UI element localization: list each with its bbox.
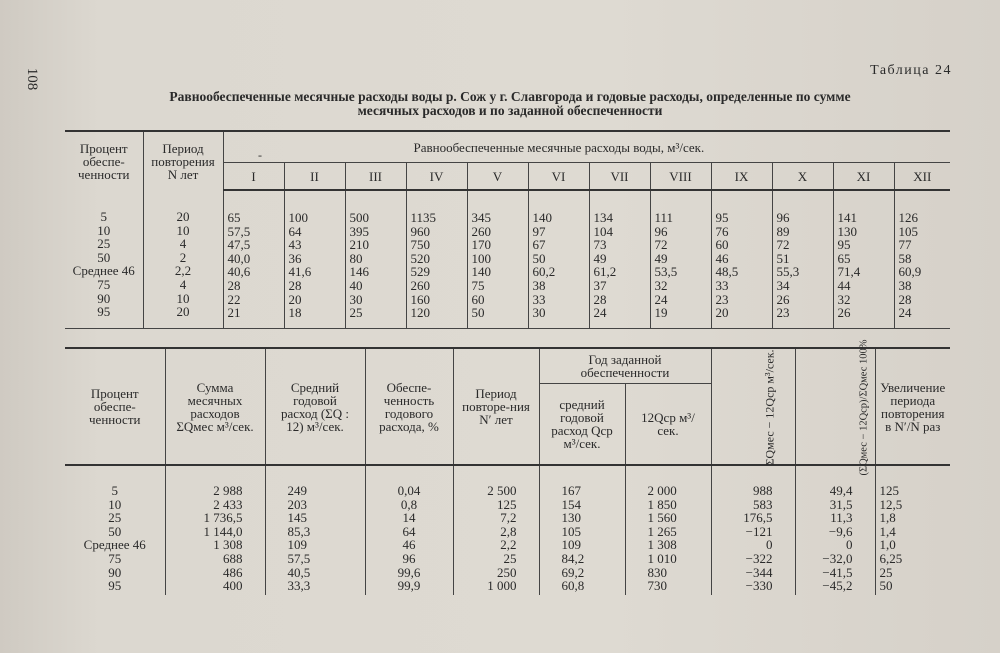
table-cell-value: 60,8 [561, 578, 585, 594]
table-cell-value: 1 010 [647, 550, 677, 566]
table-cell-value: 1,0 [879, 537, 896, 553]
table-cell-value: 97 [532, 223, 546, 239]
table-cell-value: 95 [97, 304, 111, 320]
table-cell-value: 38 [532, 277, 546, 293]
table-cell-value: 10 [176, 222, 190, 238]
table-cell-value: 84,2 [561, 550, 585, 566]
table-cell-value: 5 [111, 483, 118, 498]
table-cell-value: 400 [223, 578, 243, 594]
table-cell-value: 60,2 [532, 264, 556, 280]
table-cell-value: 55,3 [776, 264, 800, 280]
table-cell-value: 96 [402, 550, 416, 566]
table-cell-value: 203 [287, 496, 307, 512]
table-cell-value: 67 [532, 237, 546, 253]
table-cell-value: 25 [503, 550, 517, 566]
table-cell-value: 49,4 [829, 483, 853, 498]
table-cell-value: 20 [715, 305, 729, 321]
month-header: IV [406, 163, 467, 191]
table-cell-value: 20 [176, 209, 190, 224]
table-cell-value: 140 [471, 264, 491, 280]
table-cell-value: Среднее 46 [83, 537, 146, 553]
table-cell-value: 47,5 [227, 237, 251, 253]
table-cell-value: 25 [108, 510, 122, 526]
table-cell-value: 520 [410, 250, 430, 266]
table-cell-value: 71,4 [837, 264, 861, 280]
header-given-year-group: Год заданной обеспеченности [539, 348, 711, 384]
header-percent: Процент обеспе-ченности [65, 348, 165, 465]
month-column [711, 190, 772, 328]
table-cell-value: 1 736,5 [203, 510, 243, 526]
table-cell-value: 50 [108, 523, 122, 539]
table-cell-value: 125 [497, 496, 517, 512]
table-cell-value: 249 [287, 483, 307, 498]
table-cell-value: 73 [593, 237, 607, 253]
table-cell-value: 61,2 [593, 264, 617, 280]
header-monthly-group: Равнообеспеченные месячные расходы воды, м³/сек. [223, 131, 950, 163]
table-cell-value: 60 [471, 291, 485, 307]
table-label: Таблица 24 [870, 63, 952, 78]
table-cell-value: 49 [654, 250, 668, 266]
table-cell-value: 0,04 [397, 483, 421, 498]
month-header: V [467, 163, 528, 191]
month-header: XII [894, 163, 950, 191]
table-cell-value: 89 [776, 223, 790, 239]
table-cell-value: 130 [837, 223, 857, 239]
table-cell-value: 65 [227, 210, 241, 225]
table-cell-value: 109 [287, 537, 307, 553]
table-cell-value: 750 [410, 237, 430, 253]
table-cell-value: 46 [715, 250, 729, 266]
table-cell-value: 130 [561, 510, 581, 526]
table-cell-value: 28 [593, 291, 607, 307]
table-cell-value: 31,5 [829, 496, 853, 512]
table-cell-value: 30 [532, 305, 546, 321]
table-cell-value: 96 [654, 223, 668, 239]
table-cell-value: 145 [287, 510, 307, 526]
table-cell-value: 12,5 [879, 496, 903, 512]
difference-column [711, 465, 795, 595]
table-cell-value: 40,0 [227, 250, 251, 266]
table-cell-value: 26 [776, 291, 790, 307]
table-cell-value: 34 [776, 277, 790, 293]
table-cell-value: 2 500 [487, 483, 517, 498]
table-cell-value: 43 [288, 237, 302, 253]
table-cell-value: 960 [410, 223, 430, 239]
table-cell-value: 95 [108, 578, 122, 594]
table-cell-value: 2 000 [647, 483, 677, 498]
table-cell-value: 51 [776, 250, 790, 266]
table-title: Равнообеспеченные месячные расходы воды р. Сож у г. Славгорода и годовые расходы, определенные по сумме месячных расходов и по заданной обеспеченности [169, 89, 851, 118]
table-cell-value: 2 988 [213, 483, 243, 498]
table-cell-value: 100 [471, 250, 491, 266]
month-column [406, 190, 467, 328]
probability-column [365, 465, 453, 595]
table-cell-value: −330 [745, 578, 773, 594]
table-cell-value: 1 308 [213, 537, 243, 553]
table-cell-value: 69,2 [561, 564, 585, 580]
table-cell-value: 50 [879, 578, 893, 594]
table-cell-value: −121 [745, 523, 773, 539]
table-cell-value: 36 [288, 250, 302, 266]
table-cell-value: 44 [837, 277, 851, 293]
table-cell-value: 6,25 [879, 550, 903, 566]
table-cell-value: 988 [753, 483, 773, 498]
table-cell-value: 11,3 [830, 510, 853, 526]
table-cell-value: 49 [593, 250, 607, 266]
table-cell-value: 53,5 [654, 264, 678, 280]
table-cell-value: 28 [288, 277, 302, 293]
difference-percent-column [795, 465, 875, 595]
percent-column [65, 465, 165, 595]
table-cell-value: 77 [898, 237, 912, 253]
table-cell-value: 25 [349, 305, 363, 321]
header-period-increase: Увеличение периода повторения в N′/N раз [875, 348, 950, 465]
table-cell-value: 99,9 [397, 578, 421, 594]
header-difference: ΣQмес − 12Qср м³/сек. [711, 348, 795, 465]
table-cell-value: 95 [715, 210, 729, 225]
table-cell-value: 19 [654, 305, 668, 321]
month-header: VI [528, 163, 589, 191]
table-cell-value: 75 [471, 277, 485, 293]
table-cell-value: −41,5 [822, 564, 853, 580]
table-cell-value: 57,5 [227, 223, 251, 239]
table-cell-value: 32 [837, 291, 851, 307]
table-cell-value: 60,9 [898, 264, 922, 280]
table-cell-value: 1 560 [647, 510, 677, 526]
table-cell-value: 1 000 [487, 578, 517, 594]
table-cell-value: 46 [402, 537, 416, 553]
table-cell-value: 28 [227, 277, 241, 293]
table-cell-value: 50 [97, 249, 111, 265]
month-column [528, 190, 589, 328]
header-period: Период повторе-ния N′ лет [453, 348, 539, 465]
table-cell-value: 250 [497, 564, 517, 580]
monthly-discharge-table [65, 130, 950, 329]
table-cell-value: 1 144,0 [203, 523, 243, 539]
month-header: VIII [650, 163, 711, 191]
table-cell-value: 486 [223, 564, 243, 580]
mean-column [265, 465, 365, 595]
table-cell-value: 64 [402, 523, 416, 539]
table-cell-value: −32,0 [822, 550, 853, 566]
table-cell-value: Среднее 46 [72, 263, 135, 279]
table-cell-value: 1 265 [647, 523, 677, 539]
table-cell-value: 33,3 [287, 578, 311, 594]
month-column [650, 190, 711, 328]
table-cell-value: 65 [837, 250, 851, 266]
table-cell-value: 85,3 [287, 523, 311, 539]
table-cell-value: 395 [349, 223, 369, 239]
period-column [143, 190, 223, 328]
table-cell-value: 20 [176, 304, 190, 320]
table-cell-value: 23 [715, 291, 729, 307]
table-cell-value: 60 [715, 237, 729, 253]
table-cell-value: 72 [776, 237, 790, 253]
table-cell-value: 125 [879, 483, 899, 498]
table-cell-value: 345 [471, 210, 491, 225]
table-cell-value: 529 [410, 264, 430, 280]
table-cell-value: 100 [288, 210, 308, 225]
table-cell-value: 146 [349, 264, 369, 280]
period-column [453, 465, 539, 595]
table-cell-value: −322 [745, 550, 773, 566]
table-cell-value: 120 [410, 305, 430, 321]
table-cell-value: 26 [837, 305, 851, 321]
header-percent: Процент обеспе-ченности [65, 131, 143, 190]
table-cell-value: 5 [100, 209, 107, 224]
table-cell-value: 4 [179, 236, 187, 252]
qcp-column [539, 465, 625, 595]
table-cell-value: 176,5 [743, 510, 773, 526]
table-cell-value: 10 [97, 222, 111, 238]
table-cell-value: 104 [593, 223, 613, 239]
table-cell-value: 105 [898, 223, 918, 239]
table-cell-value: 140 [532, 210, 552, 225]
table-cell-value: 1 850 [647, 496, 677, 512]
table-cell-value: 96 [776, 210, 790, 225]
table-cell-value: 30 [349, 291, 363, 307]
table-cell-value: 2,8 [500, 523, 517, 539]
month-header: II [284, 163, 345, 191]
table-cell-value: 33 [532, 291, 546, 307]
table-cell-value: 41,6 [288, 264, 312, 280]
month-column [894, 190, 950, 328]
header-difference-percent: (ΣQмес − 12Qср)/ΣQмес 100% [795, 348, 875, 465]
month-header: VII [589, 163, 650, 191]
table-cell-value: 583 [753, 496, 773, 512]
month-header: XI [833, 163, 894, 191]
header-probability: Обеспе-ченность годового расхода, % [365, 348, 453, 465]
table-cell-value: −9,6 [828, 523, 853, 539]
header-qcp: средний годовой расход Qср м³/сек. [539, 384, 625, 466]
month-column [467, 190, 528, 328]
table-cell-value: 24 [593, 305, 607, 321]
table-cell-value: −344 [745, 564, 773, 580]
table-cell-value: 2,2 [174, 263, 192, 279]
table-cell-value: 10 [108, 496, 122, 512]
table-cell-value: 0 [766, 537, 773, 553]
month-column [833, 190, 894, 328]
table-cell-value: 23 [776, 305, 790, 321]
table-cell-value: 0,8 [400, 496, 418, 512]
month-column [772, 190, 833, 328]
table-cell-value: 58 [898, 250, 912, 266]
table-cell-value: 40,6 [227, 264, 251, 280]
table-cell-value: 2 433 [213, 496, 243, 512]
table-cell-value: 105 [561, 523, 581, 539]
table-cell-value: 2,2 [500, 537, 517, 553]
table-cell-value: 22 [227, 291, 241, 307]
table-cell-value: 40 [349, 277, 363, 293]
table-cell-value: 20 [288, 291, 302, 307]
table-cell-value: 25 [879, 564, 893, 580]
table-cell-value: 75 [108, 550, 122, 566]
month-column [284, 190, 345, 328]
table-cell-value: 28 [898, 291, 912, 307]
table-cell-value: 48,5 [715, 264, 739, 280]
q12-column [625, 465, 711, 595]
table-cell-value: 1135 [410, 210, 437, 225]
table-cell-value: 33 [715, 277, 729, 293]
table-cell-value: 24 [654, 291, 668, 307]
annual-discharge-table [65, 339, 950, 595]
table-cell-value: 32 [654, 277, 668, 293]
table-cell-value: 111 [654, 210, 674, 225]
page-number: 108 [24, 67, 40, 91]
table-cell-value: 210 [349, 237, 369, 253]
table-cell-value: 141 [837, 210, 857, 225]
month-header: X [772, 163, 833, 191]
header-12q: 12Qср м³/сек. [625, 384, 711, 466]
table-cell-value: 260 [471, 223, 491, 239]
table-cell-value: 24 [898, 305, 912, 321]
table-cell-value: 10 [176, 290, 190, 306]
table-cell-value: 134 [593, 210, 613, 225]
table-cell-value: 95 [837, 237, 851, 253]
table-cell-value: 1 308 [647, 537, 677, 553]
sum-column [165, 465, 265, 595]
table-cell-value: 7,2 [500, 510, 517, 526]
table-cell-value: 160 [410, 291, 430, 307]
month-column [223, 190, 284, 328]
table-cell-value: 99,6 [397, 564, 421, 580]
table-cell-value: 170 [471, 237, 491, 253]
table-cell-value: 1,8 [879, 510, 896, 526]
table-cell-value: 37 [593, 277, 607, 293]
table-cell-value: 64 [288, 223, 302, 239]
table-cell-value: 2 [179, 249, 187, 265]
table-cell-value: 730 [647, 578, 667, 594]
table-cell-value: 72 [654, 237, 668, 253]
table-cell-value: 57,5 [287, 550, 311, 566]
table-cell-value: 40,5 [287, 564, 311, 580]
table-cell-value: 688 [223, 550, 243, 566]
table-cell-value: 80 [349, 250, 363, 266]
table-cell-value: 90 [97, 290, 111, 306]
table-cell-value: 14 [402, 510, 416, 526]
table-cell-value: 75 [97, 276, 111, 292]
month-column [345, 190, 406, 328]
table-cell-value: 260 [410, 277, 430, 293]
table-cell-value: 50 [532, 250, 546, 266]
table-cell-value: −45,2 [822, 578, 853, 594]
table-cell-value: 0 [846, 537, 853, 553]
table-cell-value: 109 [561, 537, 581, 553]
month-header: I [223, 163, 284, 191]
table-cell-value: 4 [179, 276, 187, 292]
table-cell-value: 25 [97, 236, 111, 252]
table-cell-value: 154 [561, 496, 581, 512]
table-cell-value: 500 [349, 210, 369, 225]
header-mean: Средний годовой расход (ΣQ : 12) м³/сек. [265, 348, 365, 465]
table-cell-value: 167 [561, 483, 581, 498]
percent-column [65, 190, 143, 328]
month-header: III [345, 163, 406, 191]
header-period: Период повторения N лет [143, 131, 223, 190]
table-cell-value: 90 [108, 564, 122, 580]
month-column [589, 190, 650, 328]
table-cell-value: 76 [715, 223, 729, 239]
month-header: IX [711, 163, 772, 191]
table-cell-value: 18 [288, 305, 302, 321]
table-cell-value: 830 [647, 564, 667, 580]
period-increase-column [875, 465, 950, 595]
table-cell-value: 126 [898, 210, 918, 225]
table-cell-value: 50 [471, 305, 485, 321]
table-cell-value: 38 [898, 277, 912, 293]
header-sum: Сумма месячных расходов ΣQмес м³/сек. [165, 348, 265, 465]
table-cell-value: 21 [227, 305, 241, 321]
table-cell-value: 1,4 [879, 523, 896, 539]
header-dash-mark: - [258, 148, 262, 162]
